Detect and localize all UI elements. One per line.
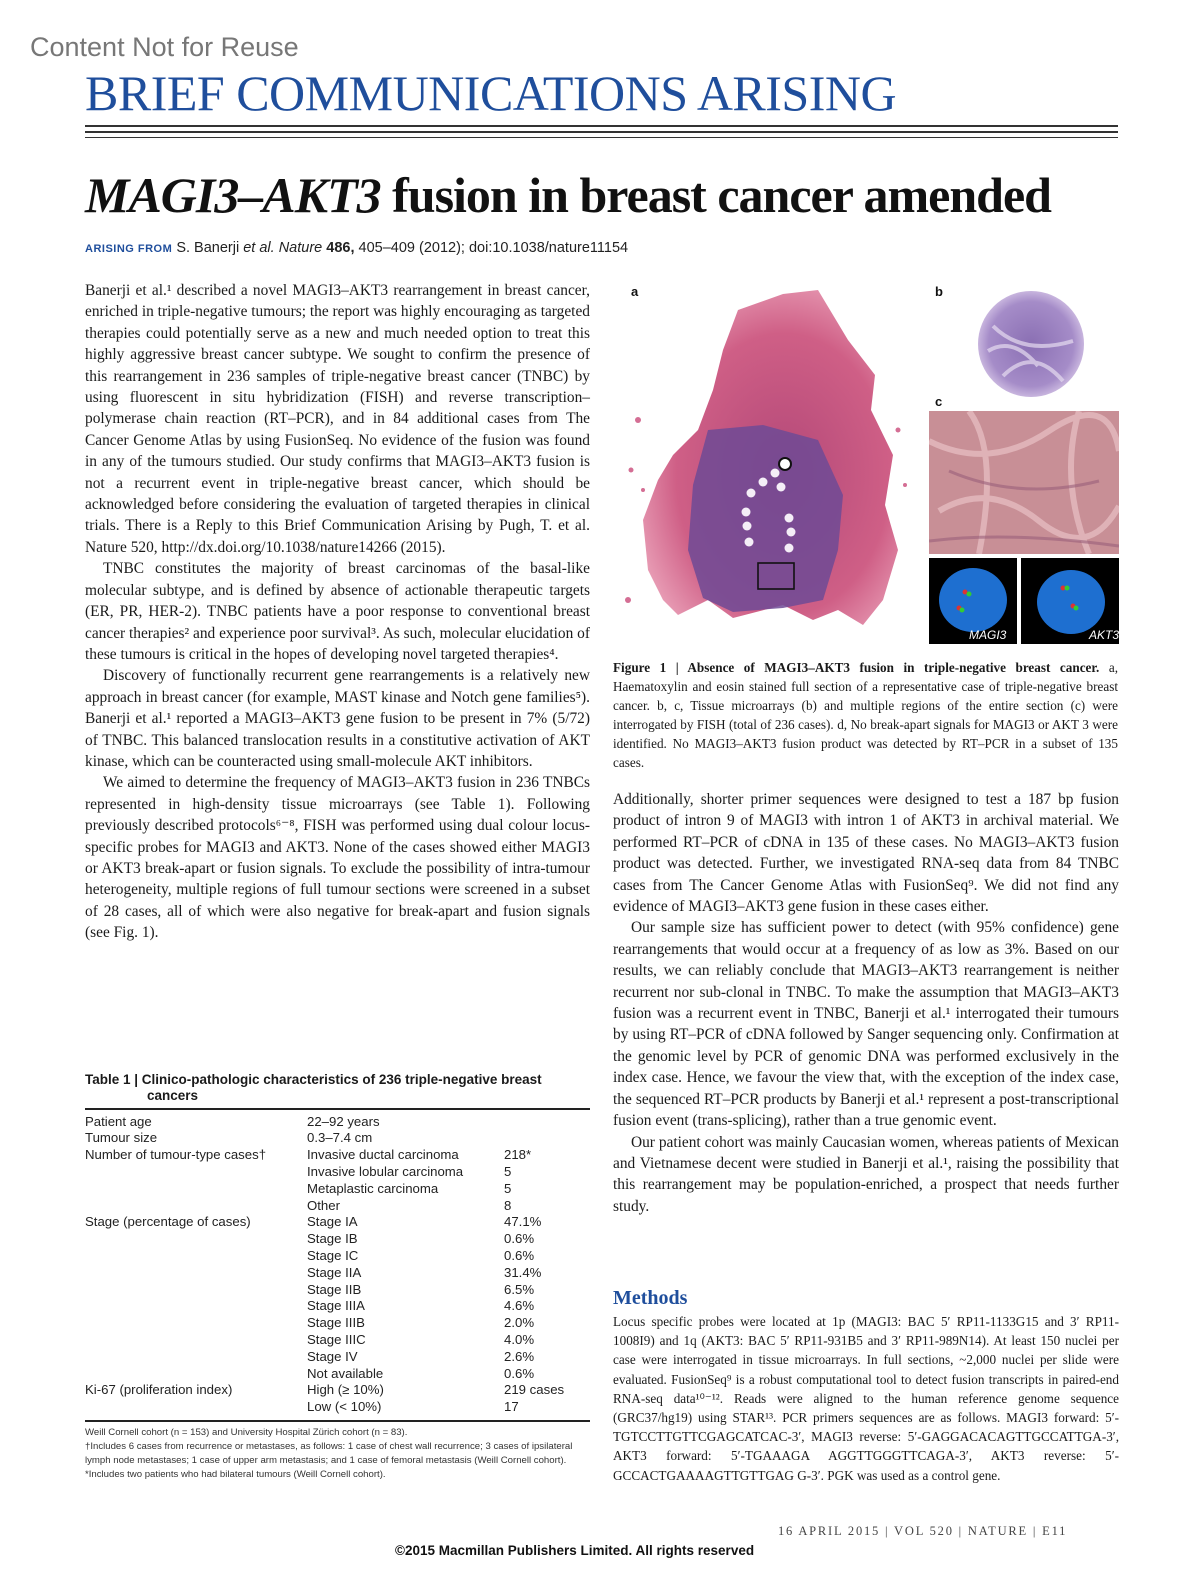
table-row [85,1248,590,1265]
table-cell-value: 0.6% [504,1365,535,1381]
arising-rest: 405–409 (2012); doi:10.1038/nature11154 [358,240,629,256]
paragraph: Our sample size has sufficient power to detect (with 95% confidence) gene rearrangements that would occur at a frequency of as low as 3%. Based on our results, we can reliably conclude that MAGI3–AKT3 rearrangement is neither recurrent nor sub-clonal in TNBC. To make the assumption that MAGI3–AKT3 fusion was a recurrent event in TNBC, Banerji et al.¹ interrogated their tumours by using RT–PCR of cDNA followed by Sanger sequencing only. Confirmation at the genomic level by PCR of genomic DNA was performed exclusively in the index case. Hence, we favour the view that, with the exception of the index case, the sequenced RT–PCR products by Banerji et al.¹ represent a post-transcriptional fusion event (trans-splicing), rather than a true genomic event. [613,919,1119,1130]
table-row [85,1366,590,1383]
arising-label: ARISING FROM [85,243,173,255]
table-cell-characteristic: Ki-67 (proliferation index) [85,1382,233,1398]
panel-label-c: c [935,394,943,409]
table-row [85,1147,590,1164]
table-cell-category: Stage IC [307,1247,359,1263]
table-cell-category: Stage IIA [307,1264,362,1280]
table-row [85,1315,590,1332]
figure-caption-text: a, Haematoxylin and eosin stained full section of a representative case of triple-negative breast cancer. b, c, Tissue microarrays (b) and multiple regions of the entire section (c) were interrogated by FISH (total of 236 cases). d, No break-apart signals for MAGI3 or AKT 3 were identified. No MAGI3–AKT3 fusion product was detected by RT–PCR in a subset of 135 cases. [613,660,1119,770]
table-cell-value: 0.6% [504,1247,535,1263]
footer-issue-info: 16 APRIL 2015 | VOL 520 | NATURE | E11 [778,1524,1068,1538]
table-cell-value: 31.4% [504,1264,542,1280]
arising-from [85,240,628,256]
table-rule-bottom [85,1420,590,1422]
table-row [85,1265,590,1282]
table-row [85,1382,590,1399]
paragraph: We aimed to determine the frequency of MAGI3–AKT3 fusion in 236 TNBCs represented in high-density tissue microarrays (see Table 1). Following previously described protocols⁶⁻⁸, FISH was performed using dual colour locus-specific probes for MAGI3 and AKT3. None of the cases showed either MAGI3 or AKT3 break-apart or fusion signals. To exclude the possibility of intra-tumour heterogeneity, multiple regions of full tumour sections were screened in a subset of 28 cases, all of which were also negative for break-apart and fusion signals (see Fig. 1). [85,774,590,942]
table-cell-category: Stage IV [307,1348,358,1364]
methods-text: Locus specific probes were located at 1p (MAGI3: BAC 5′ RP11-1133G15 and 3′ RP11-1008I9) and 1q (AKT3: BAC 5′ RP11-931B5 and 3′ RP11-989N14). At least 150 nuclei per case were interrogated in tissue microarrays. In full sections, ~2,000 nuclei per slide were evaluated. FusionSeq⁹ is a robust computational tool to detect fusion transcripts in paired-end RNA-seq data¹⁰⁻¹². Reads were aligned to the human reference genome sequence (GRC37/hg19) using STAR¹³. PCR primers sequences are as follows. MAGI3 forward: 5′-TGTCCTTGTTCGAGCATCAC-3′, MAGI3 reverse: 5′-GAGGACACAGTTGCCATTGA-3′, AKT3 forward: 5′-TGAAAGA AGGTTGGGTTCAGA-3′, AKT3 reverse: 5′-GCCACTGAAAAGTTGTTGAG G-3′. PGK was used as a control gene. [613,1314,1119,1483]
table-cell-value: 8 [504,1197,512,1213]
table-cell-value: 4.6% [504,1298,535,1314]
tma-core-marked [779,458,791,470]
figure-1 [613,280,1119,650]
fish-label-magi3: MAGI3 [969,628,1007,642]
arising-authors: S. Banerji [176,240,240,256]
table-cell-value: 219 cases [504,1382,565,1398]
header-rule-bottom [85,131,1118,133]
table-cell-category: High (≥ 10%) [307,1382,384,1398]
table-cell-value: 17 [504,1399,519,1415]
paragraph: Banerji et al.¹ described a novel MAGI3–AKT3 rearrangement in breast cancer, enriched in triple-negative tumours; the report was highly encouraging as targeted therapies could potentially serve as a new and much needed option to treat this highly aggressive breast cancer subtype. We sought to confirm the presence of this rearrangement in 236 samples of triple-negative breast cancer (TNBC) by using fluorescent in situ hybridization (FISH) and reverse transcription–polymerase chain reaction (RT–PCR), and in 84 additional cases from The Cancer Genome Atlas by using FusionSeq. No evidence of the fusion was found in any of the tumours studied. Our study confirms that MAGI3–AKT3 fusion is not a recurrent event in triple-negative breast cancer, which should be acknowledged before considering the evaluation of targeted therapies in clinical trials. There is a Reply to this Brief Communication Arising by Pugh, T. et al. Nature 520, http://dx.doi.org/10.1038/nature14266 (2015). [85,282,590,556]
table-row [85,1114,590,1131]
table-cell-category: Stage IB [307,1231,358,1247]
methods-heading: Methods [613,1287,688,1309]
copyright: ©2015 Macmillan Publishers Limited. All rights reserved [395,1543,755,1558]
table-note: †Includes 6 cases from recurrence or metastases, as follows: 1 case of chest wall recurrence; 3 cases of ipsilateral lymph node metastases; 1 case of upper arm metastasis; and 1 case of femoral metastasis (Weill Cornell cohort). [85,1440,573,1466]
table-row [85,1181,590,1198]
watermark: Content Not for Reuse [30,32,299,62]
table-cell-category: Stage IIB [307,1281,362,1297]
table-cell-category: Other [307,1197,340,1213]
paragraph: Discovery of functionally recurrent gene rearrangements is a relatively new approach in breast cancer (for example, MAST kinase and Notch gene families⁵). Banerji et al.¹ reported a MAGI3–AKT3 gene fusion to be present in 7% (5/72) of TNBC. This balanced translocation results in a constitutive activation of AKT kinase, which can be counteracted using small-molecule AKT inhibitors. [85,667,590,770]
figure-caption-title: Figure 1 | Absence of MAGI3–AKT3 fusion in triple-negative breast cancer. [613,660,1100,675]
table-note: *Includes two patients who had bilateral tumours (Weill Cornell cohort). [85,1468,386,1480]
he-tumour-region [688,425,843,612]
table-cell-characteristic: Stage (percentage of cases) [85,1214,251,1230]
table-cell-value: 5 [504,1163,512,1179]
full-section-region-image [929,411,1119,554]
table-cell-category: Metaplastic carcinoma [307,1180,439,1196]
table-cell-value: 6.5% [504,1281,535,1297]
table-cell-characteristic: Tumour size [85,1130,158,1146]
table-row [85,1298,590,1315]
header-rule-thin [85,137,1118,138]
table-row [85,1130,590,1147]
table-row [85,1214,590,1231]
table-cell-category: Not available [307,1365,384,1381]
table-cell-value: 5 [504,1180,512,1196]
table-cell-characteristic: Patient age [85,1113,152,1129]
table-cell-category: Low (< 10%) [307,1399,382,1415]
table-cell-characteristic: Number of tumour-type cases† [85,1147,267,1163]
article-title [85,166,1051,224]
table-body [85,1114,590,1416]
paragraph: Additionally, shorter primer sequences were designed to test a 187 bp fusion product of intron 9 of MAGI3 with intron 1 of AKT3 in archival material. We performed RT–PCR of cDNA in 135 of these cases. No MAGI3–AKT3 fusion product was detected. Further, we investigated RNA-seq data from 84 TNBC cases from The Cancer Genome Atlas with FusionSeq⁹. We did not find any evidence of MAGI3–AKT3 gene fusion in these cases either. [613,791,1119,916]
paragraph: Our patient cohort was mainly Caucasian women, whereas patients of Mexican and Vietnamese decent were studied in Banerji et al.¹, raising the possibility that this rearrangement may be population-enriched, a prospect that needs further study. [613,1133,1119,1215]
he-section-image [613,280,923,650]
table-cell-value: 2.6% [504,1348,535,1364]
table-rule-top [85,1108,590,1110]
fish-label-akt3: AKT3 [1089,628,1120,642]
table-cell-value: 2.0% [504,1315,535,1331]
table-cell-value: 4.0% [504,1331,535,1347]
table-cell-value: 47.1% [504,1214,542,1230]
body-left-column [85,280,590,944]
table-cell-category: Invasive ductal carcinoma [307,1147,459,1163]
table-title-line2: cancers [147,1088,199,1103]
table-cell-value: 0.6% [504,1231,535,1247]
figure-caption [613,658,1118,772]
table-row [85,1332,590,1349]
table-cell-category: Invasive lobular carcinoma [307,1163,464,1179]
table-cell-category: Stage IA [307,1214,358,1230]
table-note: Weill Cornell cohort (n = 153) and University Hospital Zürich cohort (n = 83). [85,1426,408,1438]
title-rest: fusion in breast cancer amended [380,167,1051,223]
tma-core-image [943,286,1119,398]
table-cell-category: Stage IIIC [307,1331,366,1347]
section-header: BRIEF COMMUNICATIONS ARISING [85,65,897,121]
arising-etal: et al. [243,240,275,256]
header-rule-top [85,125,1118,127]
table-notes [85,1426,590,1482]
table-row [85,1399,590,1416]
body-right-column [613,789,1119,1217]
table-row [85,1349,590,1366]
table-cell-value: 218* [504,1147,532,1163]
arising-journal: Nature [278,240,323,256]
table-1 [85,1072,590,1482]
table-row [85,1231,590,1248]
panel-label-b: b [935,284,943,299]
table-cell-category: 0.3–7.4 cm [307,1130,373,1146]
table-cell-category: Stage IIIB [307,1315,365,1331]
paragraph: TNBC constitutes the majority of breast carcinomas of the basal-like molecular subtype, and is defined by absence of actionable therapeutic targets (ER, PR, HER-2). TNBC patients have a poor response to conventional breast cancer therapies² and experience poor survival³. As such, molecular elucidation of these tumours is critical in the hopes of developing novel targeted therapies⁴. [85,560,590,663]
table-title-line1: Table 1 | Clinico-pathologic characteristics of 236 triple-negative breast [85,1072,542,1087]
arising-volume: 486, [326,240,355,256]
panel-label-a: a [631,284,639,299]
table-row [85,1198,590,1215]
table-row [85,1282,590,1299]
table-cell-category: Stage IIIA [307,1298,365,1314]
table-title [85,1072,590,1104]
title-gene: MAGI3–AKT3 [85,167,381,223]
table-row [85,1164,590,1181]
table-cell-category: 22–92 years [307,1113,380,1129]
